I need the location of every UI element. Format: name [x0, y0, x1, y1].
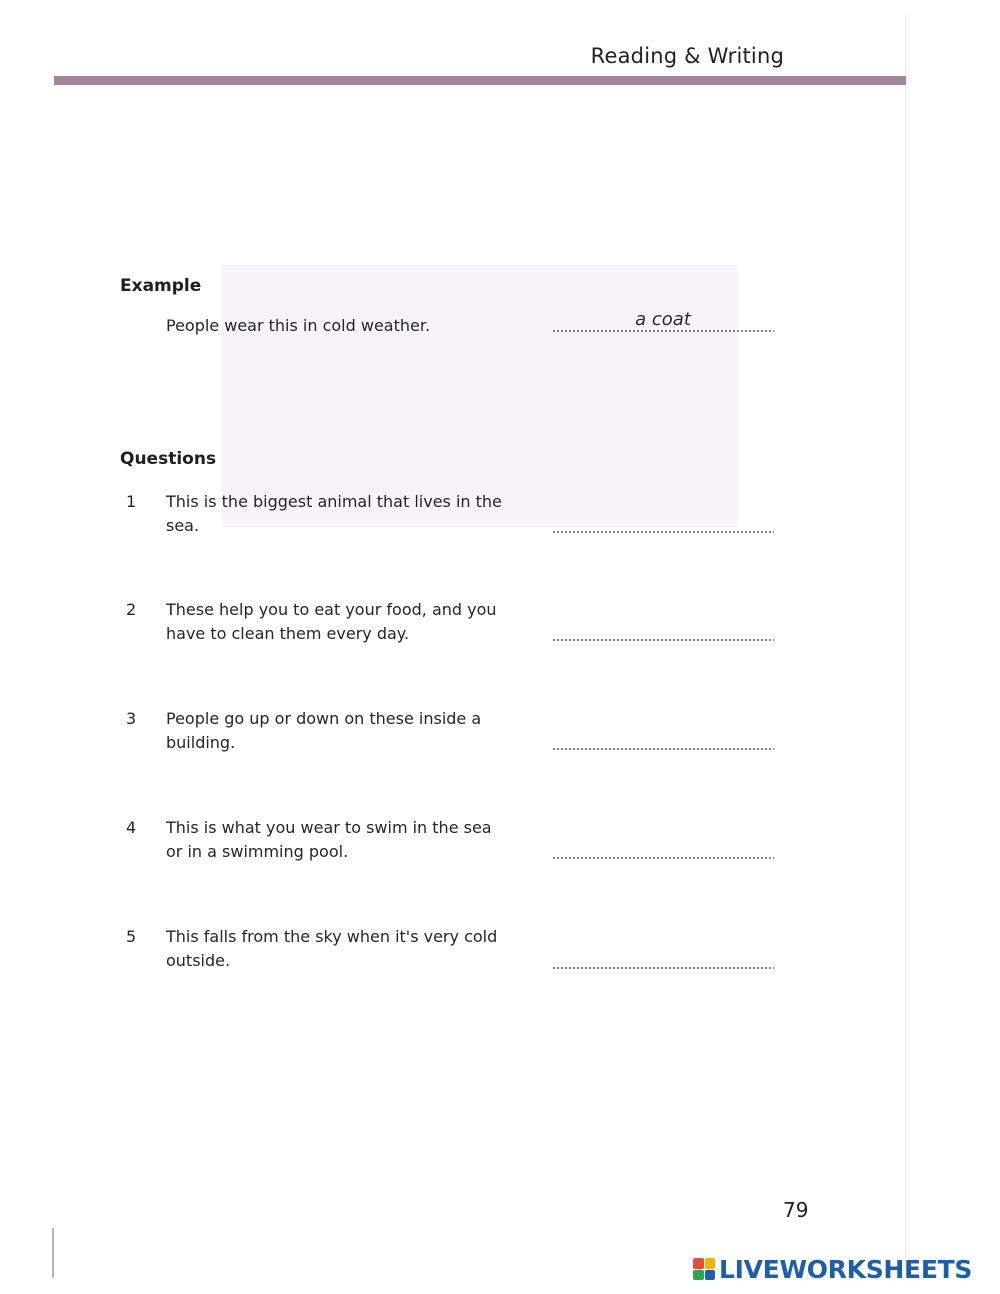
questions-heading: Questions [120, 449, 217, 469]
answer-line [552, 748, 774, 750]
section-title: Reading & Writing [590, 44, 784, 68]
liveworksheets-logo-icon [693, 1258, 715, 1280]
question-text: These help you to eat your food, and you have to clean them every day. [166, 600, 497, 643]
example-answer: a coat [635, 309, 691, 330]
answer-line [552, 857, 774, 859]
logo-square [693, 1258, 704, 1269]
question-text: This is what you wear to swim in the sea or in a swimming pool. [166, 818, 492, 861]
question-text: People go up or down on these inside a building. [166, 709, 482, 752]
example-answer-line [552, 330, 774, 332]
question-number: 5 [126, 927, 137, 946]
question-number: 4 [126, 818, 137, 837]
question-number: 3 [126, 709, 137, 728]
question-number: 2 [126, 600, 137, 619]
answer-line [552, 967, 774, 969]
page-number: 79 [783, 1198, 809, 1222]
question-text: This is the biggest animal that lives in the sea. [166, 492, 502, 535]
bleed-through-picture [222, 265, 738, 527]
example-heading: Example [120, 276, 202, 296]
question-number: 1 [126, 492, 137, 511]
liveworksheets-brand[interactable] [693, 1254, 972, 1284]
answer-line [552, 531, 774, 533]
brand-name: LIVEWORKSHEETS [719, 1254, 973, 1284]
scan-edge-right [905, 12, 906, 1272]
scan-edge-left [52, 1228, 54, 1278]
logo-square [705, 1258, 716, 1269]
header-rule [54, 76, 906, 85]
answer-line [552, 639, 774, 641]
logo-square [693, 1270, 704, 1281]
logo-square [705, 1270, 716, 1281]
question-text: This falls from the sky when it's very cold outside. [166, 927, 498, 970]
example-question: People wear this in cold weather. [166, 316, 431, 335]
